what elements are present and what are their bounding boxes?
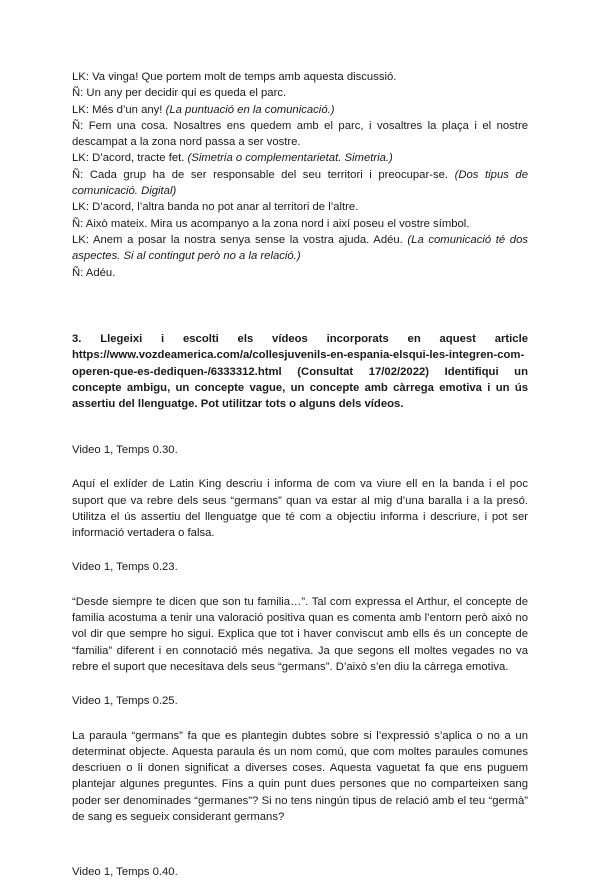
dialogue-line xyxy=(72,102,528,118)
dialogue-text: LK: D’acord, l’altra banda no pot anar al territori de l’altre. xyxy=(72,201,359,214)
dialogue-line xyxy=(72,118,528,151)
dialogue-text: LK: Anem a posar la nostra senya sense la vostra ajuda. Adéu. xyxy=(72,233,408,246)
dialogue-line xyxy=(72,167,528,200)
dialogue-line xyxy=(72,216,528,232)
dialogue-annotation: (La puntuació en la comunicació.) xyxy=(165,103,335,116)
section-body: “Desde siempre te dicen que son tu familia…”. Tal com expressa el Arthur, el concepte de familia acostuma a tenir una valoració positiva quan es comenta amb l’entorn però això no vol dir que sempre ho sigui. Explica que tot i haver conviscut amb ells és un concepte de “familia” diferent i en connotació més negativa. Ja que segons ell moltes vegades no va rebre el suport que necesitava dels seus “germans”. D’això s’en diu la càrrega emotiva. xyxy=(72,595,528,673)
section-heading: Video 1, Temps 0.40. xyxy=(72,866,178,879)
dialogue-text: LK: Més d’un any! xyxy=(72,103,166,116)
dialogue-text: Ñ: Adéu. xyxy=(72,266,116,279)
dialogue-text: Ñ: Fem una cosa. Nosaltres ens quedem amb el parc, i vosaltres la plaça i el nostre descampat a la zona nord passa a ser vostre. xyxy=(72,119,528,149)
dialogue-annotation: (La comunicació té dos aspectes. Si al contingut però no a la relació.) xyxy=(72,233,529,263)
dialogue-line xyxy=(72,85,528,101)
dialogue-line xyxy=(72,69,528,85)
dialogue-annotation: (Simetria o complementarietat. Simetria.) xyxy=(187,152,393,165)
dialogue-text: Ñ: Cada grup ha de ser responsable del seu territori i preocupar-se. xyxy=(72,168,455,181)
dialogue-text: LK: D’acord, tracte fet. xyxy=(72,152,188,165)
dialogue-block xyxy=(72,69,528,281)
dialogue-text: Ñ: Un any per decidir qui es queda el parc. xyxy=(72,87,287,100)
dialogue-line xyxy=(72,150,528,166)
section-body: La paraula “germans” fa que es plantegin dubtes sobre si l’expressió s’aplica o no a un determinat objecte. Aquesta paraula és un nom comú, que com moltes paraules comunes descriuen o li donen significat a diverses coses. Aquesta vaguetat fa que ens puguem plantejar algunes preguntes. Fins a quin punt dues persones que no comparteixen sang poder ser denominades “germanes”? Si no tens ningún tipus de relació amb el teu “germà” de sang es segueix considerant germans? xyxy=(72,729,528,823)
section-heading: Video 1, Temps 0.30. xyxy=(72,443,178,456)
dialogue-line xyxy=(72,232,528,265)
dialogue-line xyxy=(72,199,528,215)
section-heading: Video 1, Temps 0.25. xyxy=(72,695,178,708)
dialogue-text: LK: Va vinga! Que portem molt de temps amb aquesta discussió. xyxy=(72,71,397,83)
document-content xyxy=(72,69,528,881)
dialogue-line xyxy=(72,265,528,281)
dialogue-text: Ñ: Això mateix. Mira us acompanyo a la zona nord i així poseu el vostre símbol. xyxy=(72,217,470,230)
section-heading: Video 1, Temps 0.23. xyxy=(72,561,178,574)
section-body: Aquí el exlíder de Latin King descriu i informa de com va viure ell en la banda i el poc suport que va rebre dels seus “germans” quan va estar al mig d’una baralla i a la presó. Utilitza el ús assertiu del llenguatge que té com a objectiu informa i descriure, i pot ser informació vertadera o falsa. xyxy=(72,478,528,540)
question-heading: 3. Llegeixi i escolti els vídeos incorporats en aquest article https://www.vozdeamerica.com/a/collesjuvenils-en-espania-elsqui-les-integren-com-operen-que-es-dediquen-/6333312.html (Consultat 17/02/2022) Identifiqui un concepte ambigu, un concepte vague, un concepte amb càrrega emotiva i un ús assertiu del llenguatge. Pot utilitzar tots o alguns dels vídeos. xyxy=(72,333,528,411)
dialogue-annotation: (Dos tipus de comunicació. Digital) xyxy=(72,168,528,198)
